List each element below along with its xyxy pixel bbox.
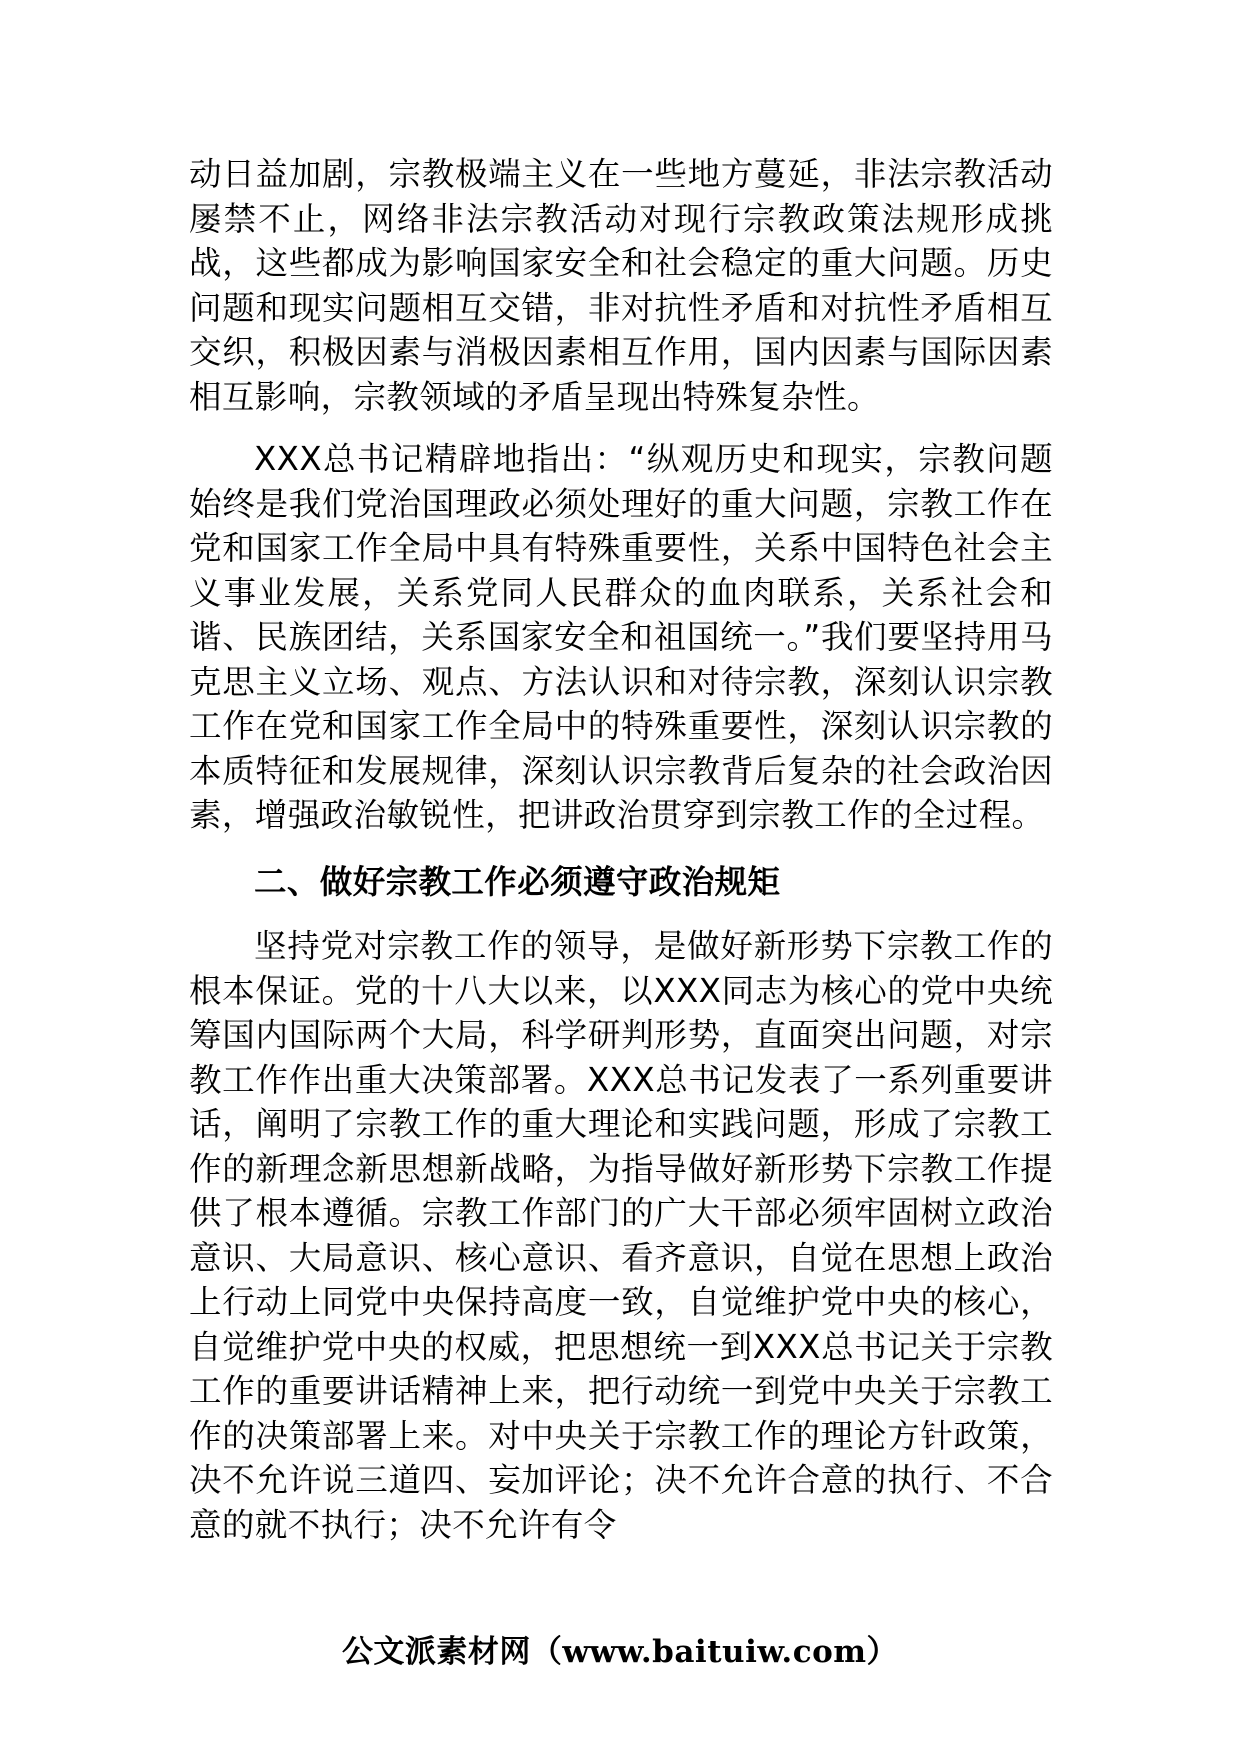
- paragraph-section-body: 坚持党对宗教工作的领导，是做好新形势下宗教工作的根本保证。党的十八大以来，以XXX同志为核心的党中央统筹国内国际两个大局，科学研判形势，直面突出问题，对宗教工作作出重大决策部署。XXX总书记发表了一系列重要讲话，阐明了宗教工作的重大理论和实践问题，形成了宗教工作的新理念新思想新战略，为指导做好新形势下宗教工作提供了根本遵循。宗教工作部门的广大干部必须牢固树立政治意识、大局意识、核心意识、看齐意识，自觉在思想上政治上行动上同党中央保持高度一致，自觉维护党中央的核心，自觉维护党中央的权威，把思想统一到XXX总书记关于宗教工作的重要讲话精神上来，把行动统一到党中央关于宗教工作的决策部署上来。对中央关于宗教工作的理论方针政策，决不允许说三道四、妄加评论；决不允许合意的执行、不合意的就不执行；决不允许有令: [189, 927, 1054, 1544]
- section-heading: 二、做好宗教工作必须遵守政治规矩: [254, 862, 781, 901]
- document-body: [189, 152, 1053, 1547]
- footer-watermark: 公文派素材网（www.baituiw.com）: [341, 1634, 899, 1670]
- paragraph-continuation: 动日益加剧，宗教极端主义在一些地方蔓延，非法宗教活动屡禁不止，网络非法宗教活动对现行宗教政策法规形成挑战，这些都成为影响国家安全和社会稳定的重大问题。历史问题和现实问题相互交错，非对抗性矛盾和对抗性矛盾相互交织，积极因素与消极因素相互作用，国内因素与国际因素相互影响，宗教领域的矛盾呈现出特殊复杂性。: [189, 155, 1053, 416]
- paragraph-quote: XXX总书记精辟地指出：“纵观历史和现实，宗教问题始终是我们党治国理政必须处理好的重大问题，宗教工作在党和国家工作全局中具有特殊重要性，关系中国特色社会主义事业发展，关系党同人民群众的血肉联系，关系社会和谐、民族团结，关系国家安全和祖国统一。”我们要坚持用马克思主义立场、观点、方法认识和对待宗教，深刻认识宗教工作在党和国家工作全局中的特殊重要性，深刻认识宗教的本质特征和发展规律，深刻认识宗教背后复杂的社会政治因素，增强政治敏锐性，把讲政治贯穿到宗教工作的全过程。: [189, 440, 1053, 834]
